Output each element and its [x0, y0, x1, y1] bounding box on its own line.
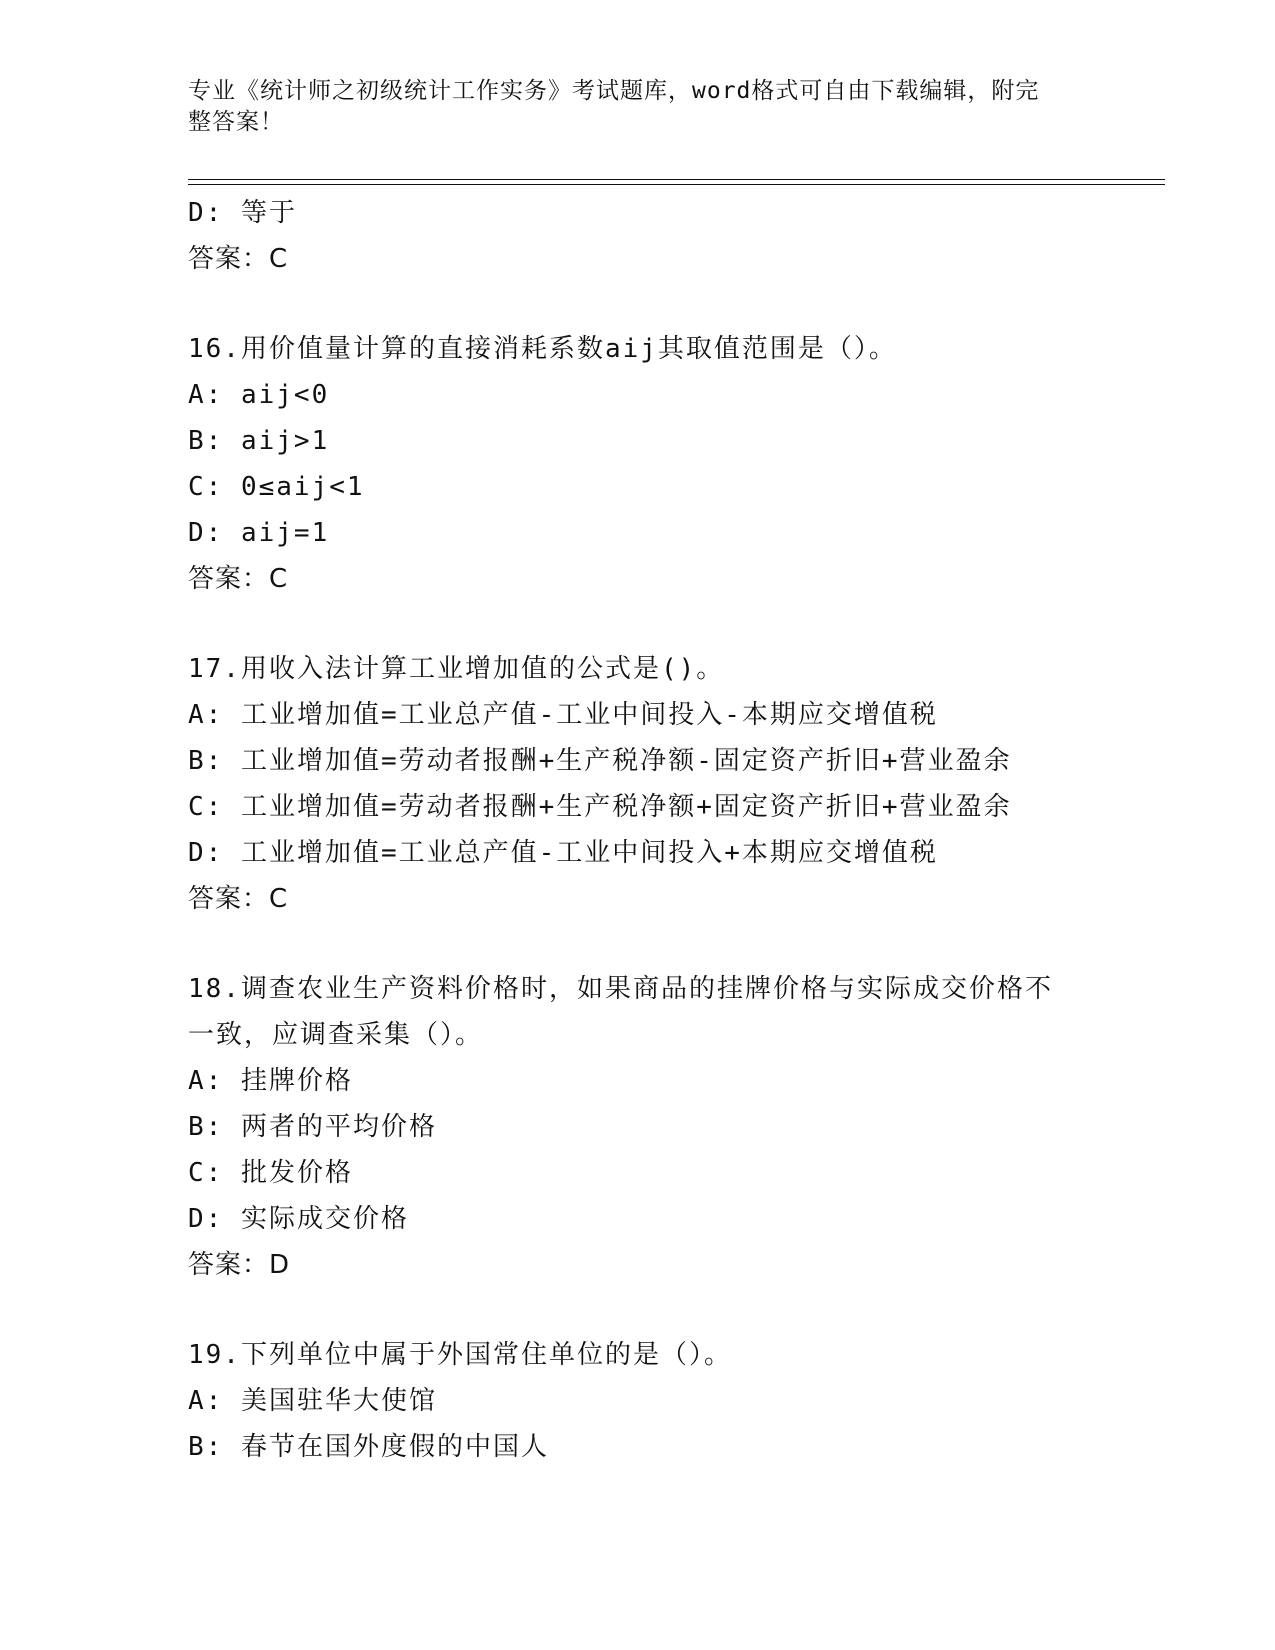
question-stem: 17.用收入法计算工业增加值的公式是()。: [188, 654, 725, 684]
question-16: [188, 326, 1088, 602]
previous-question-tail: [188, 190, 1088, 282]
option-a: A: 工业增加值=工业总产值-工业中间投入-本期应交增值税: [188, 700, 938, 730]
answer-line: 答案：C: [188, 564, 289, 594]
header-rule-bottom: [188, 184, 1165, 185]
option-b: B: 工业增加值=劳动者报酬+生产税净额-固定资产折旧+营业盈余: [188, 746, 1012, 776]
question-stem-line-1: 18.调查农业生产资料价格时，如果商品的挂牌价格与实际成交价格不: [188, 974, 1053, 1004]
question-stem-line-2: 一致，应调查采集（）。: [188, 1020, 484, 1050]
option-c: C: 工业增加值=劳动者报酬+生产税净额+固定资产折旧+营业盈余: [188, 792, 1012, 822]
document-header: [188, 76, 1068, 138]
header-line-1: 专业《统计师之初级统计工作实务》考试题库，word格式可自由下载编辑，附完: [188, 78, 1040, 104]
option-b: B: 两者的平均价格: [188, 1112, 437, 1142]
question-stem: 16.用价值量计算的直接消耗系数aij其取值范围是（）。: [188, 334, 897, 364]
option-c: C: 0≤aij<1: [188, 472, 365, 502]
header-rule-top: [188, 179, 1165, 180]
option-b: B: aij>1: [188, 426, 330, 456]
question-18: [188, 966, 1088, 1288]
option-a: A: 挂牌价格: [188, 1066, 353, 1096]
option-d: D: aij=1: [188, 518, 330, 548]
option-d: D: 实际成交价格: [188, 1204, 409, 1234]
question-19: [188, 1332, 1088, 1470]
option-d: D: 工业增加值=工业总产值-工业中间投入+本期应交增值税: [188, 838, 938, 868]
answer-line: 答案：D: [188, 1250, 291, 1280]
option-d: D: 等于: [188, 198, 297, 228]
option-b: B: 春节在国外度假的中国人: [188, 1432, 549, 1462]
answer-line: 答案：C: [188, 244, 289, 274]
question-17: [188, 646, 1088, 922]
header-line-2: 整答案！: [188, 109, 284, 135]
question-stem: 19.下列单位中属于外国常住单位的是（）。: [188, 1340, 732, 1370]
question-content: [188, 190, 1088, 1470]
option-a: A: aij<0: [188, 380, 330, 410]
option-c: C: 批发价格: [188, 1158, 353, 1188]
option-a: A: 美国驻华大使馆: [188, 1386, 437, 1416]
answer-line: 答案：C: [188, 884, 289, 914]
